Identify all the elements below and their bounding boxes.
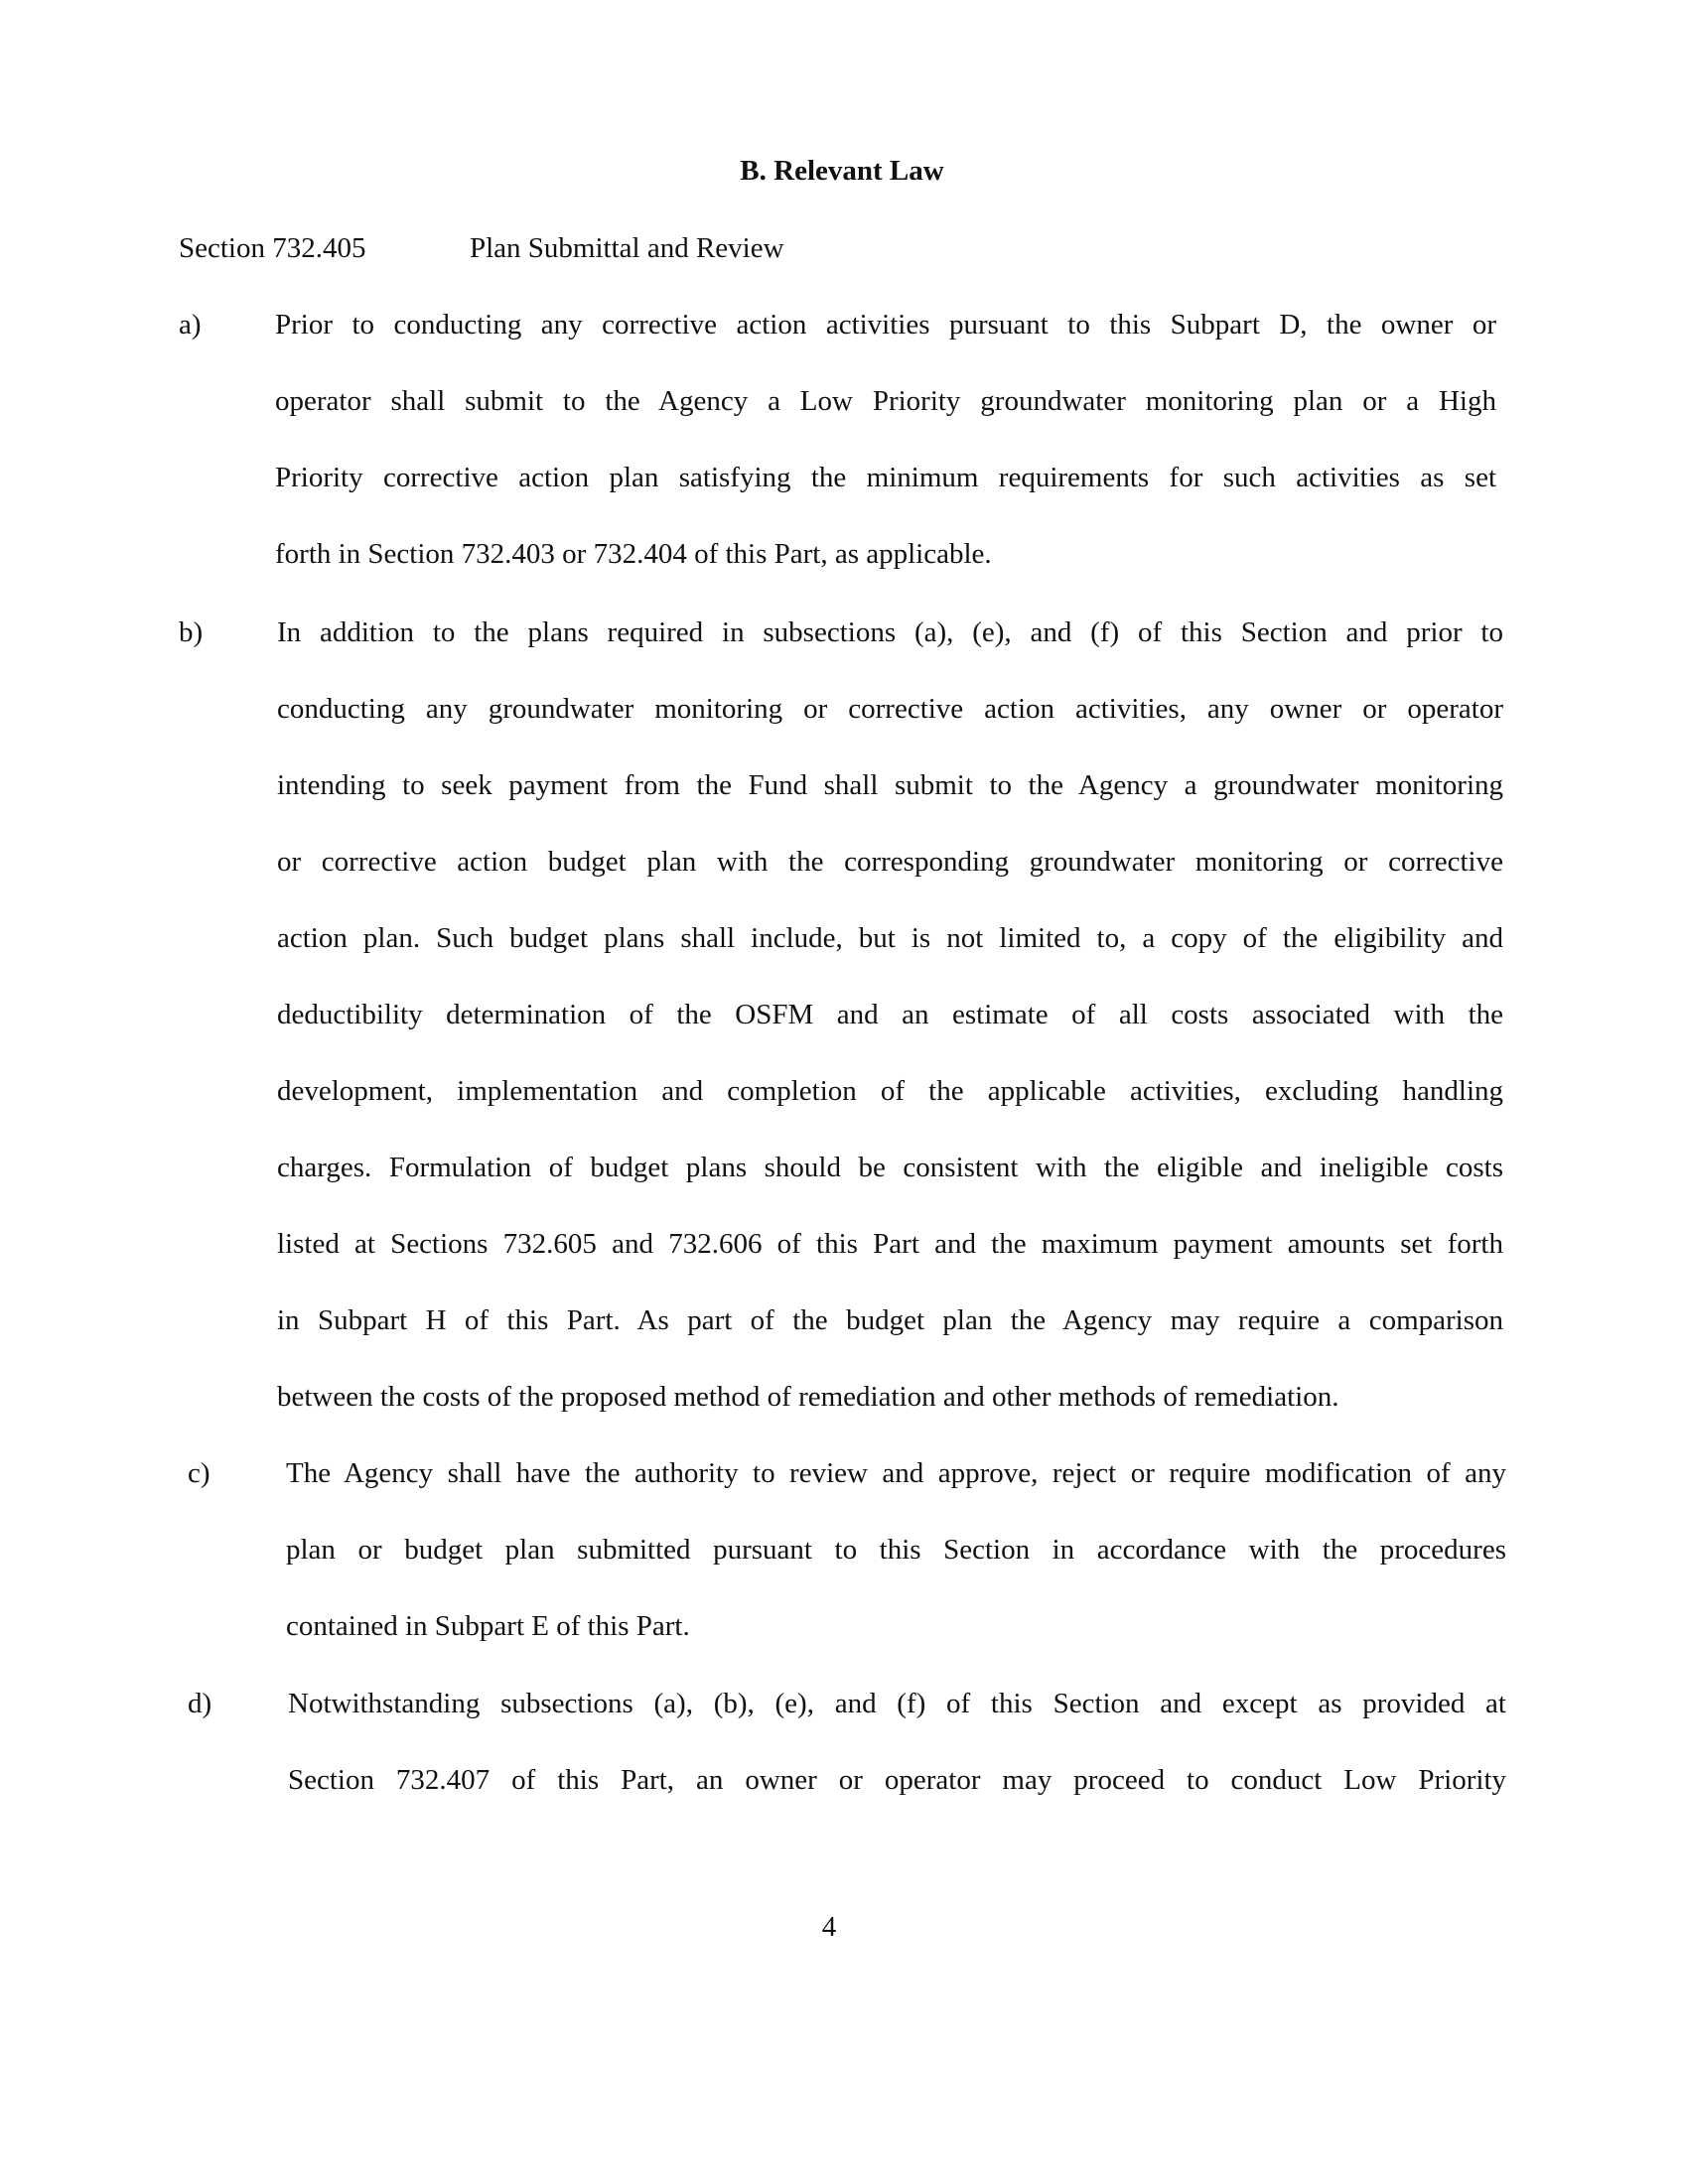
section-number: Section 732.405 [179, 232, 366, 264]
subsection-text-line: intending to seek payment from the Fund shall submit to the Agency a groundwater monitoring [277, 769, 1503, 801]
subsection-text-line: in Subpart H of this Part. As part of the budget plan the Agency may require a comparison [277, 1304, 1503, 1336]
subsection-text-line: listed at Sections 732.605 and 732.606 of this Part and the maximum payment amounts set forth [277, 1228, 1503, 1260]
subsection-label: b) [179, 616, 204, 648]
subsection-text-line: Priority corrective action plan satisfying the minimum requirements for such activities as set [275, 462, 1496, 493]
subsection-text-line: deductibility determination of the OSFM and an estimate of all costs associated with the [277, 999, 1503, 1030]
subsection-text-line: plan or budget plan submitted pursuant to this Section in accordance with the procedures [286, 1534, 1506, 1566]
subsection-text-line: contained in Subpart E of this Part. [286, 1610, 690, 1642]
subsection-label: d) [188, 1688, 212, 1719]
subsection-text-line: Section 732.407 of this Part, an owner or operator may proceed to conduct Low Priority [288, 1764, 1506, 1796]
subsection-text-line: between the costs of the proposed method of remediation and other methods of remediation. [277, 1381, 1339, 1413]
subsection-text-line: conducting any groundwater monitoring or corrective action activities, any owner or operator [277, 693, 1503, 725]
section-heading: B. Relevant Law [740, 155, 944, 187]
subsection-text-line: forth in Section 732.403 or 732.404 of this Part, as applicable. [275, 538, 992, 570]
subsection-text-line: The Agency shall have the authority to review and approve, reject or require modification of any [286, 1457, 1506, 1489]
subsection-text-line: or corrective action budget plan with the corresponding groundwater monitoring or corrective [277, 846, 1503, 878]
section-title: Plan Submittal and Review [470, 232, 784, 264]
subsection-text-line: action plan. Such budget plans shall include, but is not limited to, a copy of the eligibility and [277, 922, 1503, 954]
subsection-text-line: In addition to the plans required in subsections (a), (e), and (f) of this Section and prior to [277, 616, 1503, 648]
subsection-text-line: Prior to conducting any corrective action activities pursuant to this Subpart D, the owner or [275, 309, 1496, 341]
subsection-text-line: charges. Formulation of budget plans should be consistent with the eligible and ineligible costs [277, 1152, 1503, 1183]
subsection-label: c) [188, 1457, 210, 1489]
subsection-label: a) [179, 309, 202, 341]
subsection-text-line: development, implementation and completion of the applicable activities, excluding handling [277, 1075, 1503, 1107]
subsection-text-line: Notwithstanding subsections (a), (b), (e), and (f) of this Section and except as provided at [288, 1688, 1506, 1719]
page-number: 4 [821, 1911, 837, 1943]
subsection-text-line: operator shall submit to the Agency a Low Priority groundwater monitoring plan or a High [275, 385, 1496, 417]
